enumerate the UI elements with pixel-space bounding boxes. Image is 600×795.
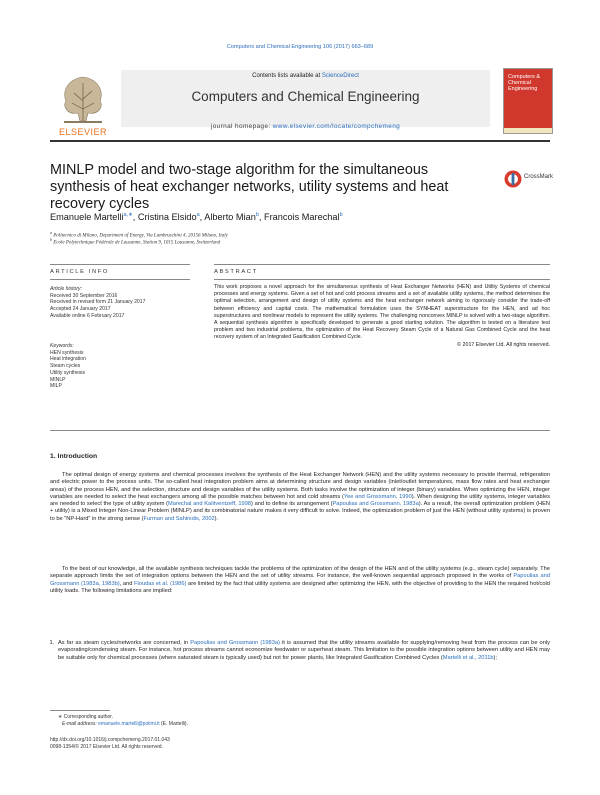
limitation-list-item (50, 640, 550, 662)
history-item: Received in revised form 21 January 2017 (50, 299, 146, 306)
section-heading: 1. Introduction (50, 453, 98, 460)
issn-line: 0098-1354/© 2017 Elsevier Ltd. All rights reserved. (50, 744, 163, 750)
keyword: Steam cycles (50, 363, 81, 370)
history-item: Accepted 24 January 2017 (50, 306, 111, 313)
email-link[interactable]: emanuele.martelli@polimi.it (98, 721, 160, 727)
citation-link[interactable]: Marechal and Kalitventzeff, 1998 (168, 501, 252, 508)
affiliation (50, 237, 220, 246)
email-note (62, 721, 188, 727)
keyword: Heat integration (50, 356, 86, 363)
list-number: 1. (49, 640, 55, 646)
text-run: As far as steam cycles/networks are concerned, in (58, 640, 191, 646)
text-run: it is assumed that the utility streams available for supplying/removing heat from the process can be only evaporating/condensing steam. For instance, hot process streams cannot economize feedwater or superheat steam. This limitation to the possible integration options between utility and HEN may be suitable only for chemical processes (where saturated steam is typically used) but not for power plants, like Integrated Gasification Combined Cycles ( (58, 640, 550, 661)
crossmark-icon (504, 170, 522, 188)
elsevier-wordmark: ELSEVIER (58, 127, 108, 137)
author-sup: a,∗ (123, 212, 133, 218)
citation-link[interactable]: Furman and Sahinidis, 2002 (143, 515, 215, 522)
affiliation-text: Ecole Polytechnique Fédérale de Lausanne, Station 9, 1015 Lausanne, Switzerland (53, 240, 221, 246)
author-name[interactable]: Cristina Elsido (137, 212, 197, 223)
author-sep: , (258, 212, 264, 223)
author-sep: , (199, 212, 205, 223)
text-run: ). (214, 515, 219, 522)
text-run: , and (119, 580, 135, 587)
history-label: Article history: (50, 286, 82, 292)
author-sup: b (339, 212, 343, 218)
intro-paragraph-1 (50, 472, 550, 523)
citation-link[interactable]: Martelli et al., 2011b (442, 654, 494, 661)
elsevier-tree-logo (50, 69, 116, 135)
email-label: E-mail address: (62, 721, 99, 727)
info-rule (50, 264, 190, 265)
citation-link[interactable]: Papoulias and Grossmann, 1983a (332, 501, 419, 508)
crossmark-badge[interactable] (504, 170, 564, 190)
header-rule (50, 140, 550, 142)
info-rule (50, 279, 190, 280)
crossmark-label: CrossMark (524, 174, 554, 180)
journal-reference[interactable]: Computers and Chemical Engineering 106 (2017) 663–689 (226, 44, 374, 50)
affiliation-text: Politecnico di Milano, Department of Energy, Via Lambruschini 4, 20156 Milano, Italy (53, 233, 228, 239)
citation-link[interactable]: Papoulias and Grossmann (1983a, 1983b) (50, 573, 550, 587)
cover-bar (504, 128, 552, 133)
article-info-heading: ARTICLE INFO (50, 269, 110, 275)
sciencedirect-link[interactable]: ScienceDirect (321, 73, 359, 79)
text-run: The optimal design of energy systems and chemical processes involves the synthesis of the Heat Exchanger Network (HEN) and the utility systems necessary to provide thermal, refrigeration and electric power to the process units. The so-called heat integration problem aims at determining structure and design variables (inlet/outlet temperatures, mass flow rates and heat exchanger areas) of the process HEN, and the selection, structure and design variables of the utility systems. Both tasks involve the optimization of integer (binary) variables. When optimizing the HEN, integer variables are needed to select the heat exchangers among all the possible matches between hot and cold streams ( (50, 472, 550, 500)
list-item-text (58, 640, 550, 662)
author-sup: b (255, 212, 259, 218)
homepage-prefix: journal homepage: (210, 123, 273, 130)
section-rule (50, 430, 550, 431)
keyword: MINLP (50, 376, 66, 383)
author-name[interactable]: Francois Marechal (264, 212, 340, 223)
abstract-text: This work proposes a novel approach for the simultaneous synthesis of Heat Exchanger Networks (HEN) and Utility Systems of chemical processes and energy systems. Given a set of hot and cold process streams and a set of available utility systems, the method determines the optimal selection, arrangement and design of utility systems and the heat exchanger network aiming to rigorously consider the trade-off between efficiency and capital costs. The mathematical formulation uses the SYNHEAT superstructure for the HEN, and ad hoc superstructures and nonlinear models to represent the utility systems. The challenging nonconvex MINLP is solved with a two-stage algorithm. A sequential synthesis algorithm is specifically developed to generate a good starting solution. The algorithm is tested on a literature test problem and two industrial problems, the optimization of the Heat Recovery Steam Cycle of a Natural Gas Combined Cycle and the heat recovery system of an Integrated Gasification Combined Cycle. (214, 284, 550, 341)
author-sup: a (196, 212, 200, 218)
citation-link[interactable]: Yee and Grossmann, 1990 (343, 493, 412, 500)
doi-link[interactable]: http://dx.doi.org/10.1016/j.compchemeng.2017.01.043 (50, 737, 170, 743)
affiliation-sup: a (50, 230, 52, 235)
author-sep: , (132, 212, 138, 223)
journal-title: Computers and Chemical Engineering (191, 89, 420, 104)
email-suffix: (E. Martelli). (159, 721, 188, 727)
article-title: MINLP model and two-stage algorithm for the simultaneous synthesis of heat exchanger networks, utility systems and heat recovery cycles (50, 162, 449, 212)
article-history (50, 286, 190, 320)
text-run: ). As a result, the overall optimization problem (HEN + utility) is a Mixed Integer Non-Linear Problem (MINLP) and its combinatorial nature makes it very difficult to solve. Indeed, the optimization problem of just the HEN (without utility systems) is proven to be "NP-Hard" in the strong sense ( (50, 501, 550, 522)
abstract-rule (214, 279, 550, 280)
intro-paragraph-2 (50, 566, 550, 595)
cover-title: Computers & Chemical Engineering (508, 74, 541, 93)
author-list (50, 212, 550, 222)
journal-cover-thumbnail[interactable] (503, 68, 553, 134)
author-name[interactable]: Emanuele Martelli (50, 212, 124, 223)
text-run: To the best of our knowledge, all the available synthesis techniques tackle the problems of the optimization of the design of the HEN and of the utility systems (e.g., steam cycle) separately. The separate approach limits the set of integration options between the HEN and the set of utility streams. For instance, the well-known sequential approach proposed in the works of (50, 566, 550, 580)
citation-link[interactable]: Papoulias and Grossmann (1983a) (190, 640, 280, 646)
journal-homepage (121, 123, 490, 130)
keyword: MILP (50, 383, 62, 390)
author-name[interactable]: Alberto Mian (204, 212, 256, 223)
text-run: ) and to define its arrangement ( (251, 501, 333, 508)
history-item: Received 30 September 2016 (50, 292, 118, 299)
keyword: Utility synthesis (50, 369, 86, 376)
homepage-link[interactable]: www.elsevier.com/locate/compchemeng (272, 123, 401, 130)
affiliation-sup: b (50, 237, 52, 242)
abstract-rule (214, 264, 550, 265)
text-run: ). When designing the utility systems, integer variables are needed to select the type of utility system ( (50, 493, 550, 508)
keywords-label: Keywords: (50, 343, 74, 349)
keyword: HEN synthesis (50, 349, 84, 356)
text-run: are limited by the fact that utility systems are designed after optimizing the HEN, with the objective of providing to the HEN the required hot/cold utility loads. The following limitations are implied: (50, 580, 550, 594)
contents-prefix: Contents lists available at (252, 73, 322, 79)
history-item: Available online 6 February 2017 (50, 312, 125, 319)
citation-link[interactable]: Floudas et al. (1986) (134, 580, 187, 587)
abstract-heading: ABSTRACT (214, 269, 258, 275)
contents-line (121, 73, 490, 79)
keywords (50, 343, 190, 390)
corresponding-author-note: ∗ Corresponding author. (58, 714, 114, 720)
abstract-copyright: © 2017 Elsevier Ltd. All rights reserved. (457, 341, 550, 348)
abstract-body (214, 284, 550, 349)
text-run: ); (493, 654, 498, 661)
footnote-rule (50, 710, 110, 711)
